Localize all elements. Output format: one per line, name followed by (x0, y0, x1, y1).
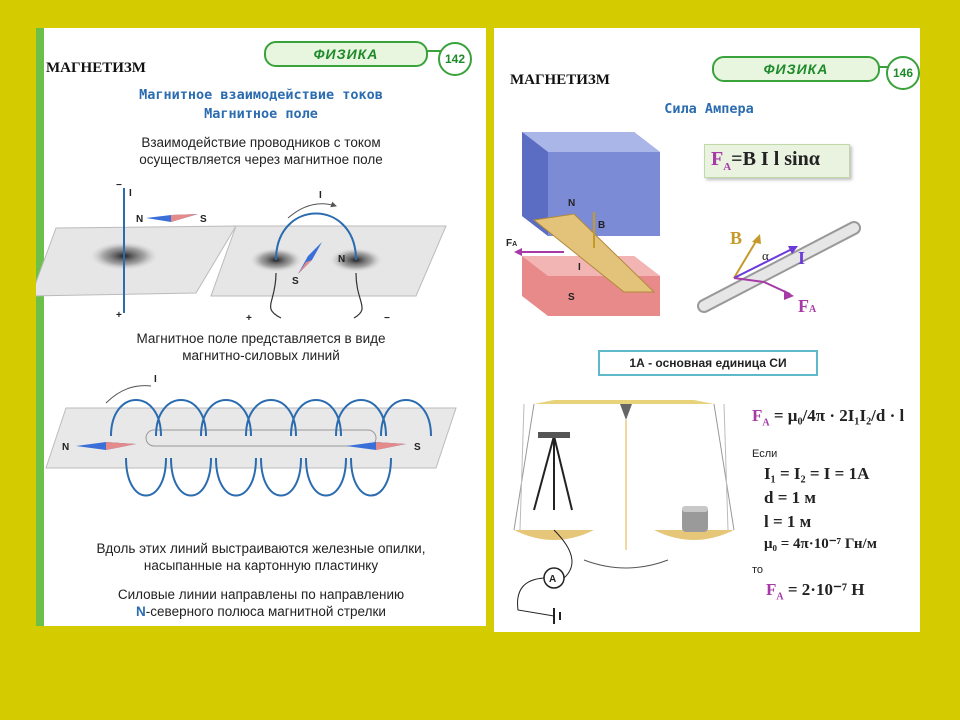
current-label: I (129, 188, 132, 199)
text-filings-line-2: насыпанные на картонную пластинку (143, 558, 379, 573)
text-field-lines-line-1: Магнитное поле представляется в виде (136, 331, 386, 346)
condition-distance: d = 1 м (764, 488, 816, 507)
alpha-label: α (762, 248, 769, 263)
vector-i-label: I (798, 248, 806, 268)
result-formula: $F_A = 2\cdot 10^{-7}$ Н (766, 580, 865, 603)
magnet-south-label: S (568, 292, 575, 303)
solenoid-diagram (36, 368, 486, 528)
solenoid-plate (46, 408, 456, 468)
solenoid-north-label: N (62, 442, 70, 453)
cardboard-plate-loop (211, 226, 446, 296)
subject-label-right: ФИЗИКА (712, 56, 880, 82)
solenoid-south-label: S (414, 442, 421, 453)
text-filings-line-1: Вдоль этих линий выстраиваются железные опилки, (96, 541, 426, 556)
ampere-heading: Сила Ампера (664, 101, 754, 117)
section-title-right: МАГНЕТИЗМ (510, 72, 610, 88)
text-interaction-line-2: осуществляется через магнитное поле (139, 152, 383, 167)
ampere-force-formula: $F_A = \mu_0/4\pi \cdot 2I_1I_2/d \cdot l$ (752, 406, 905, 429)
condition-length: l = 1 м (764, 512, 812, 531)
if-label: Если (752, 448, 778, 460)
magnet-illustration (504, 132, 694, 322)
text-direction-line-2: N-северного полюса магнитной стрелки (136, 604, 386, 619)
loop-plus-sign: + (246, 313, 252, 324)
text-direction-line-1: Силовые линии направлены по направлению (117, 587, 405, 602)
loop-north-label: N (338, 254, 346, 265)
balance-beam (534, 400, 714, 404)
left-page (36, 28, 486, 626)
then-label: то (752, 564, 764, 576)
left-pan (514, 530, 594, 540)
magnet-field-label: B (598, 220, 606, 231)
north-label: N (136, 214, 144, 225)
right-page (494, 28, 920, 632)
loop-minus-sign: − (384, 313, 390, 324)
current-balance-illustration (514, 390, 754, 630)
vector-b-label: B (730, 228, 743, 248)
page-number: 142 (438, 42, 472, 76)
balance-scale (584, 560, 668, 568)
magnet-force-label: FA (506, 238, 518, 249)
magnet-north-label: N (568, 198, 576, 209)
ammeter-label: A (549, 574, 557, 585)
south-label: S (200, 214, 207, 225)
text-field-lines-line-2: магнитно-силовых линий (182, 348, 340, 363)
magnet-current-label: I (578, 262, 581, 273)
page-number-right: 146 (886, 56, 920, 90)
loop-south-label: S (292, 276, 299, 287)
tripod (534, 436, 554, 510)
loop-current-label: I (319, 190, 322, 201)
subject-label: ФИЗИКА (264, 41, 428, 67)
section-title: МАГНЕТИЗМ (46, 60, 146, 76)
condition-current: I₁ = I₂ = I = 1А (764, 464, 870, 483)
north-pole-letter: N (136, 604, 146, 619)
vector-diagram (694, 208, 874, 318)
solenoid-current-label: I (154, 374, 157, 385)
heading-line-2: Магнитное поле (204, 106, 318, 122)
minus-sign: − (116, 180, 122, 191)
vector-force-label: FA (798, 296, 817, 316)
plus-sign: + (116, 310, 122, 321)
conductor-rod (704, 228, 854, 306)
ampere-formula-box: $F_A=B$ I l sinα (704, 144, 850, 178)
si-unit-note: 1А - основная единица СИ (598, 350, 818, 376)
straight-wire-diagram (36, 178, 486, 328)
text-interaction-line-1: Взаимодействие проводников с током (141, 135, 381, 150)
heading-line-1: Магнитное взаимодействие токов (139, 87, 383, 103)
condition-mu0: μ₀ = 4π·10⁻⁷ Гн/м (764, 536, 877, 552)
